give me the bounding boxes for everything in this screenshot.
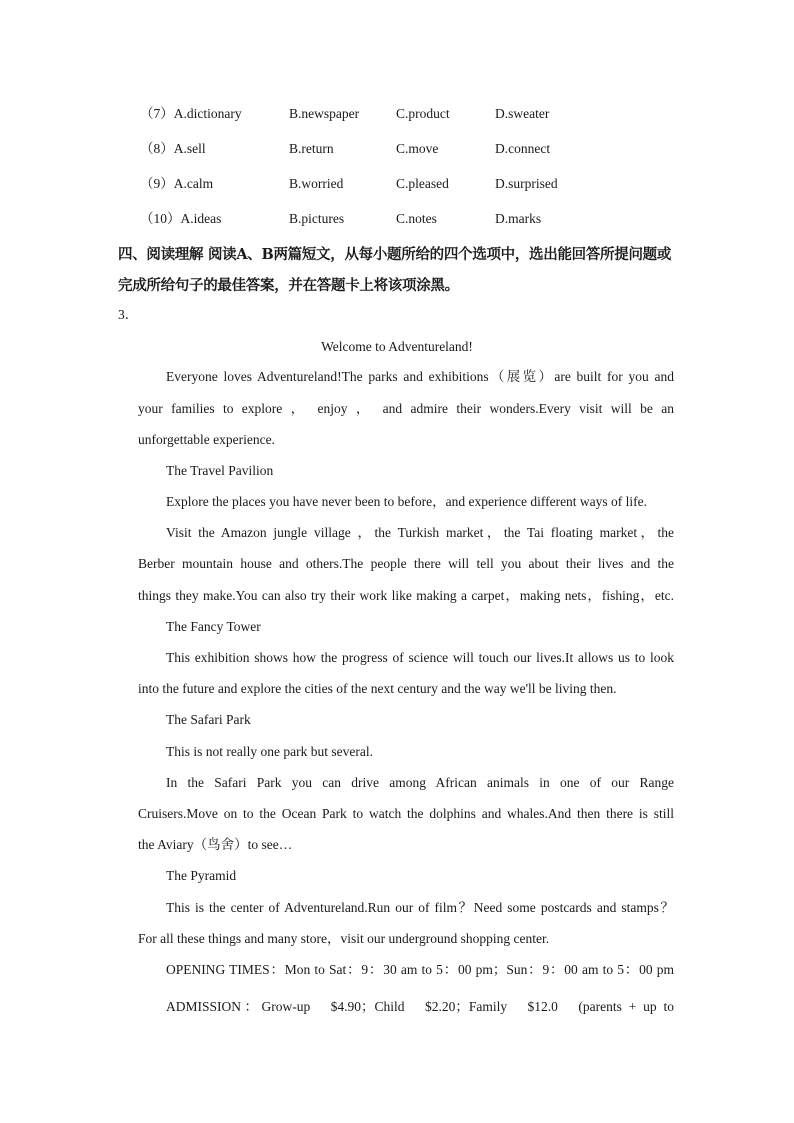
option-b: B.return bbox=[289, 141, 334, 156]
option-c: C.pleased bbox=[396, 176, 449, 191]
option-d: D.connect bbox=[495, 141, 551, 156]
paragraph-line: into the future and explore the cities of the next century and the way we'll be living then. bbox=[138, 681, 617, 696]
section-heading: 四、阅读理解 阅读A、B两篇短文，从每小题所给的四个选项中，选出能回答所提问题或完成所给句子的最佳答案，并在答题卡上将该项涂黑。 bbox=[118, 246, 672, 294]
option-a: （7）A.dictionary bbox=[140, 106, 242, 121]
option-b: B.newspaper bbox=[289, 106, 360, 121]
paragraph-line: For all these things and many store，visit our underground shopping center. bbox=[138, 931, 550, 946]
option-d: D.sweater bbox=[495, 106, 550, 121]
option-c: C.move bbox=[396, 141, 439, 156]
section-heading-pyramid: The Pyramid bbox=[166, 868, 237, 883]
section-heading-travel-pavilion: The Travel Pavilion bbox=[166, 463, 274, 478]
option-a: （10）A.ideas bbox=[140, 211, 222, 226]
paragraph-line: Explore the places you have never been to before，and experience different ways of life. bbox=[166, 494, 648, 509]
option-b: B.worried bbox=[289, 176, 344, 191]
paragraph-line: Cruisers.Move on to the Ocean Park to watch the dolphins and whales.And then there is still bbox=[138, 806, 674, 821]
option-c: C.product bbox=[396, 106, 450, 121]
paragraph-line: This exhibition shows how the progress of science will touch our lives.It allows us to look bbox=[166, 650, 674, 665]
intro-line: Everyone loves Adventureland!The parks and exhibitions（展览）are built for you and bbox=[166, 369, 674, 384]
option-d: D.surprised bbox=[495, 176, 558, 191]
option-a: （8）A.sell bbox=[140, 141, 206, 156]
paragraph-line: Berber mountain house and others.The people there will tell you about their lives and the bbox=[138, 556, 674, 571]
paragraph-line: In the Safari Park you can drive among African animals in one of our Range bbox=[166, 775, 674, 790]
paragraph-line: things they make.You can also try their work like making a carpet，making nets，fishing，etc. bbox=[138, 588, 674, 603]
paragraph-line: This is not really one park but several. bbox=[166, 744, 373, 759]
question-number: 3． bbox=[118, 307, 139, 322]
option-c: C.notes bbox=[396, 211, 437, 226]
intro-line: unforgettable experience. bbox=[138, 432, 275, 447]
opening-times: OPENING TIMES：Mon to Sat：9：30 am to 5：00 pm；Sun：9：00 am to 5：00 pm bbox=[166, 962, 674, 977]
section-heading-safari-park: The Safari Park bbox=[166, 712, 251, 727]
admission: ADMISSION：Grow-up $4.90；Child $2.20；Family $12.0 (parents + up to bbox=[166, 999, 674, 1014]
paragraph-line: the Aviary（鸟舍）to see… bbox=[138, 837, 293, 852]
paragraph-line: Visit the Amazon jungle village ，the Turkish market，the Tai floating market，the bbox=[166, 525, 674, 540]
intro-line: your families to explore ， enjoy ， and admire their wonders.Every visit will be an bbox=[138, 401, 674, 416]
section-heading-fancy-tower: The Fancy Tower bbox=[166, 619, 261, 634]
paragraph-line: This is the center of Adventureland.Run our of film？Need some postcards and stamps？ bbox=[166, 900, 674, 915]
option-a: （9）A.calm bbox=[140, 176, 214, 191]
passage-title: Welcome to Adventureland! bbox=[321, 339, 473, 354]
option-d: D.marks bbox=[495, 211, 542, 226]
option-b: B.pictures bbox=[289, 211, 345, 226]
